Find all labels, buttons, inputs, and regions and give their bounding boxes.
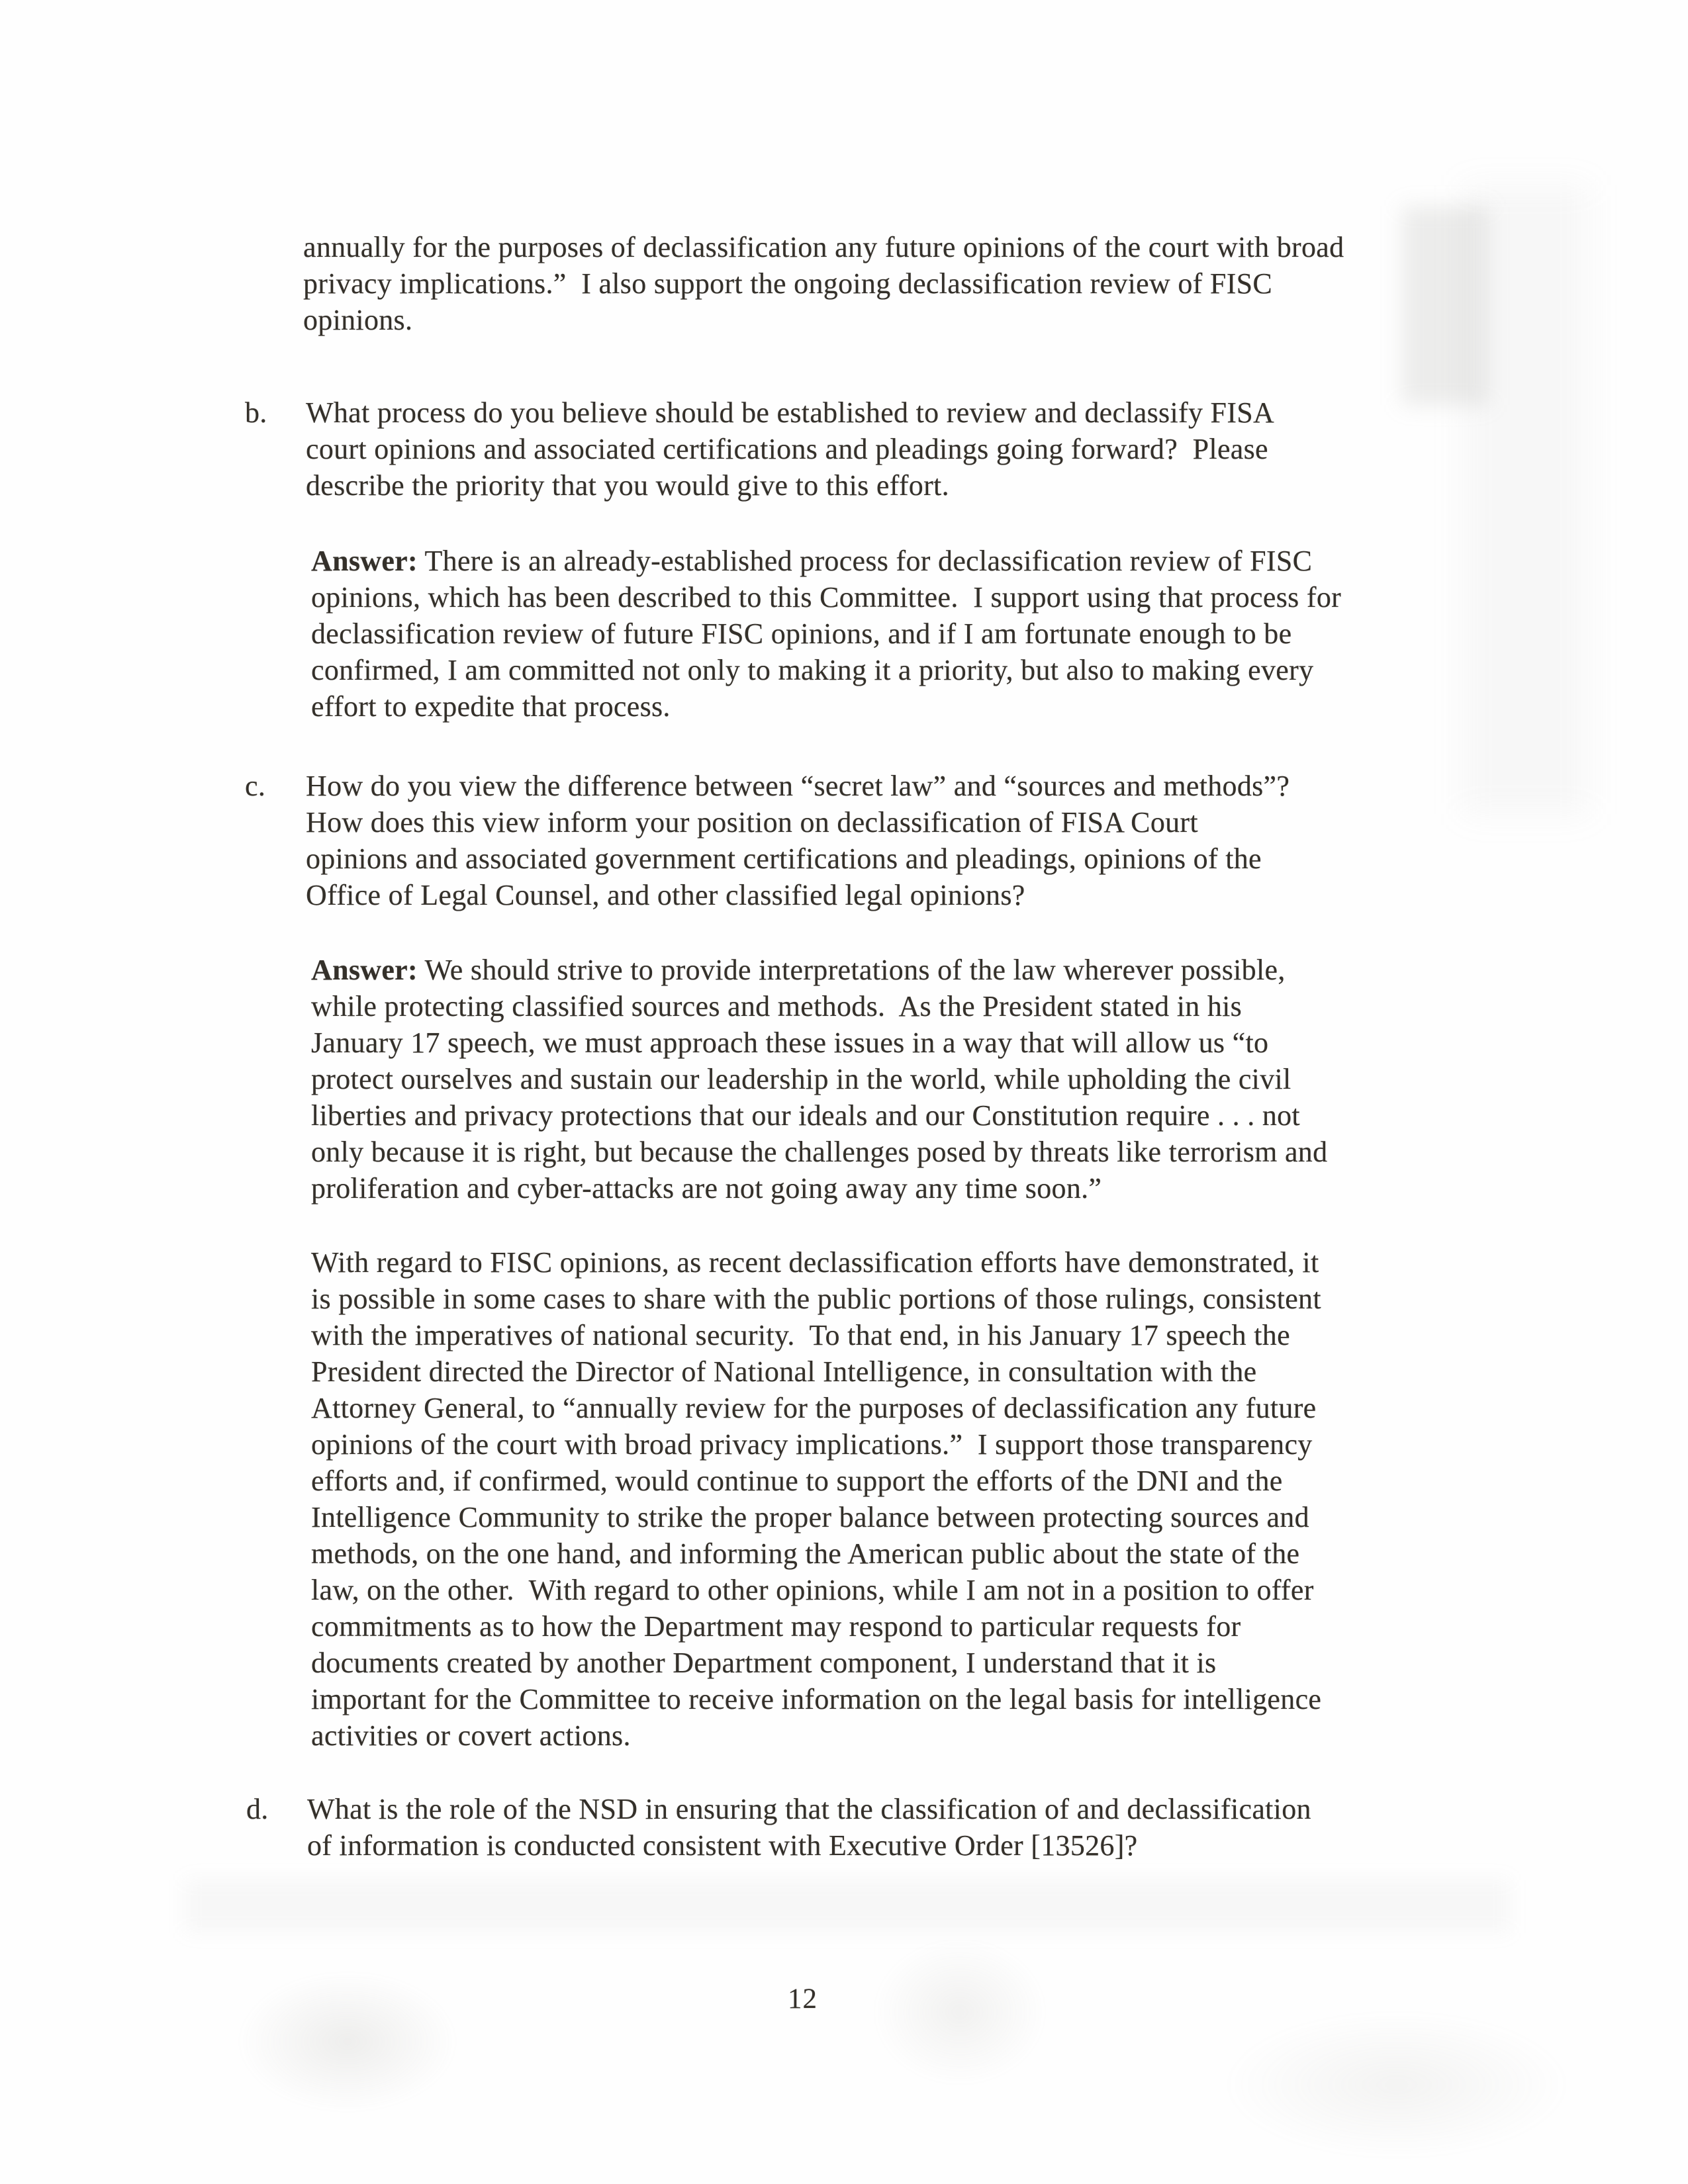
text-line: proliferation and cyber-attacks are not going away any time soon.” bbox=[311, 1172, 1102, 1205]
text-line: Attorney General, to “annually review for the purposes of declassification any future bbox=[311, 1392, 1317, 1424]
list-label-c: c. bbox=[245, 770, 266, 802]
text-line: opinions. bbox=[303, 304, 413, 336]
page-number: 12 bbox=[788, 1983, 818, 2015]
text-line: effort to expedite that process. bbox=[311, 690, 671, 723]
text-line: of information is conducted consistent with Executive Order [13526]? bbox=[307, 1829, 1138, 1862]
text-line: documents created by another Department component, I understand that it is bbox=[311, 1647, 1217, 1679]
text-line: annually for the purposes of declassification any future opinions of the court with broad bbox=[303, 231, 1344, 263]
text-line: law, on the other. With regard to other opinions, while I am not in a position to offer bbox=[311, 1574, 1314, 1606]
question-d-text bbox=[307, 1791, 1311, 1864]
list-label-b: b. bbox=[245, 396, 267, 429]
text-line: With regard to FISC opinions, as recent declassification efforts have demonstrated, it bbox=[311, 1246, 1319, 1279]
text-line: commitments as to how the Department may respond to particular requests for bbox=[311, 1610, 1241, 1643]
text-line: How do you view the difference between “secret law” and “sources and methods”? bbox=[306, 770, 1290, 802]
scan-artifact bbox=[1225, 2012, 1569, 2158]
scan-artifact bbox=[874, 1939, 1046, 2085]
answer-b bbox=[311, 543, 1341, 725]
text-line: while protecting classified sources and methods. As the President stated in his bbox=[311, 990, 1243, 1023]
text-line: opinions and associated government certifications and pleadings, opinions of the bbox=[306, 842, 1262, 875]
question-item-d bbox=[246, 1791, 1311, 1864]
scan-artifact bbox=[1402, 206, 1488, 405]
text-line: methods, on the one hand, and informing the American public about the state of the bbox=[311, 1537, 1300, 1570]
text-line: important for the Committee to receive information on the legal basis for intelligence bbox=[311, 1683, 1322, 1715]
text-line: privacy implications.” I also support the ongoing declassification review of FISC bbox=[303, 267, 1273, 300]
text-line: How does this view inform your position on declassification of FISA Court bbox=[306, 806, 1198, 839]
text-line: only because it is right, but because the challenges posed by threats like terrorism and bbox=[311, 1136, 1328, 1168]
text-line bbox=[311, 543, 1341, 579]
text-line: President directed the Director of National Intelligence, in consultation with the bbox=[311, 1355, 1257, 1388]
text-line: Intelligence Community to strike the proper balance between protecting sources and bbox=[311, 1501, 1309, 1533]
text-line: opinions, which has been described to this Committee. I support using that process for bbox=[311, 581, 1342, 614]
text-line: protect ourselves and sustain our leadership in the world, while upholding the civil bbox=[311, 1063, 1291, 1095]
answer-text: There is an already-established process for declassification review of FISC bbox=[424, 545, 1313, 577]
scan-artifact bbox=[238, 1972, 457, 2111]
text-line: liberties and privacy protections that our ideals and our Constitution require . . . not bbox=[311, 1099, 1300, 1132]
question-item-b bbox=[245, 394, 1274, 504]
text-line: January 17 speech, we must approach these issues in a way that will allow us “to bbox=[311, 1026, 1269, 1059]
text-line: What is the role of the NSD in ensuring that the classification of and declassification bbox=[307, 1793, 1311, 1825]
text-line: declassification review of future FISC opinions, and if I am fortunate enough to be bbox=[311, 617, 1292, 650]
scan-artifact bbox=[185, 1880, 1509, 1933]
answer-text: We should strive to provide interpretations of the law wherever possible, bbox=[424, 954, 1286, 986]
answer-c-paragraph-fisc bbox=[311, 1244, 1321, 1754]
text-line: What process do you believe should be established to review and declassify FISA bbox=[306, 396, 1275, 429]
text-line: confirmed, I am committed not only to making it a priority, but also to making every bbox=[311, 654, 1314, 686]
answer-label: Answer: bbox=[311, 545, 418, 577]
text-line: with the imperatives of national security. To that end, in his January 17 speech the bbox=[311, 1319, 1290, 1351]
text-line: opinions of the court with broad privacy implications.” I support those transparency bbox=[311, 1428, 1313, 1461]
paragraph-intro-continuation bbox=[303, 229, 1344, 338]
list-label-d: d. bbox=[246, 1793, 269, 1825]
text-line: describe the priority that you would give to this effort. bbox=[306, 469, 949, 502]
text-line: is possible in some cases to share with the public portions of those rulings, consistent bbox=[311, 1283, 1321, 1315]
text-line: efforts and, if confirmed, would continue to support the efforts of the DNI and the bbox=[311, 1465, 1283, 1497]
answer-label: Answer: bbox=[311, 954, 418, 986]
answer-c bbox=[311, 952, 1327, 1206]
question-b-text bbox=[306, 394, 1274, 504]
scan-artifact bbox=[1463, 185, 1589, 814]
text-line bbox=[311, 952, 1327, 988]
text-line: activities or covert actions. bbox=[311, 1719, 631, 1752]
question-c-text bbox=[306, 768, 1289, 913]
question-item-c bbox=[245, 768, 1289, 913]
text-line: court opinions and associated certifications and pleadings going forward? Please bbox=[306, 433, 1268, 465]
text-line: Office of Legal Counsel, and other classified legal opinions? bbox=[306, 879, 1025, 911]
